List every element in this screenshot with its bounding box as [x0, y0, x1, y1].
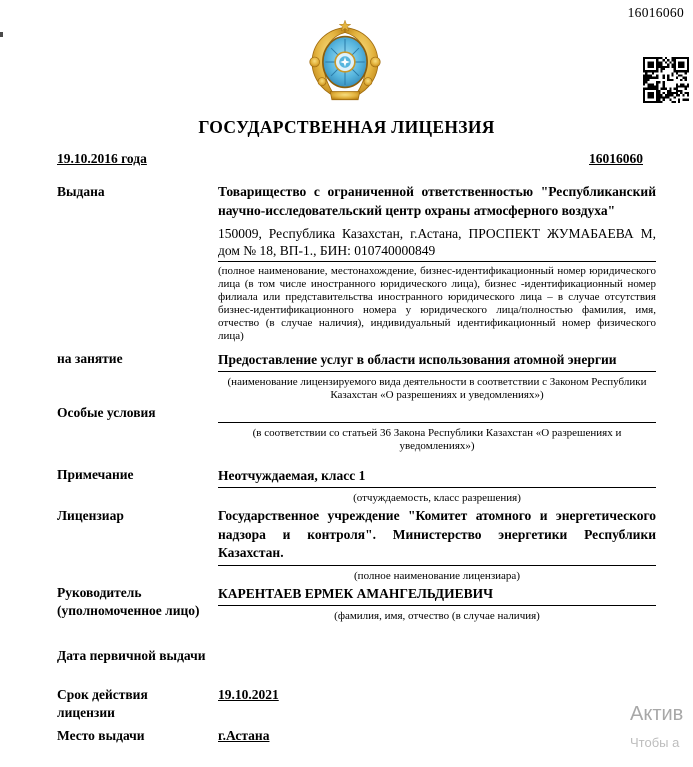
field-special-conditions-note: (в соответствии со статьей 36 Закона Республики Казахстан «О разрешениях и уведомлениях»)	[252, 427, 622, 452]
document-title: ГОСУДАРСТВЕННАЯ ЛИЦЕНЗИЯ	[198, 117, 495, 137]
field-head-label-line2: (уполномоченное лицо)	[57, 603, 200, 618]
watermark-line1: Актив	[630, 703, 684, 725]
field-issued-to-label: Выдана	[57, 184, 105, 199]
document-corner-number: 16016060	[627, 5, 684, 20]
remark-value: Неотчуждаемая, класс 1	[218, 466, 656, 488]
organization-name: Товарищество с ограниченной ответственностью "Республиканский научно-исследовательский центр охраны атмосферного воздуха"	[218, 184, 656, 218]
special-conditions-value	[218, 404, 656, 423]
field-first-issue-date-label: Дата первичной выдачи	[57, 648, 206, 663]
field-activity-note: (наименование лицензируемого вида деятельности в соответствии с Законом Республики Казахстан «О разрешениях и уведомлениях»)	[227, 376, 647, 401]
field-validity-label-line2: лицензии	[57, 705, 115, 720]
field-validity-label	[57, 686, 215, 722]
field-validity-label-line1: Срок действия	[57, 687, 148, 702]
scan-edge-artifact	[0, 32, 3, 37]
issue-date: 19.10.2016 года	[57, 151, 147, 166]
place-of-issue-value: г.Астана	[218, 728, 270, 743]
head-name-value: КАРЕНТАЕВ ЕРМЕК АМАНГЕЛЬДИЕВИЧ	[218, 584, 656, 606]
kazakhstan-coat-of-arms-icon	[304, 19, 386, 105]
field-licensor-note: (полное наименование лицензиара)	[354, 569, 520, 582]
field-head-label	[57, 584, 215, 620]
field-issued-to-note: (полное наименование, местонахождение, бизнес-идентификационный номер юридического лица (в том числе иностранного юридического лица), бизнес -идентификационный номер филиала или представительства иностранного юридического лица – в случае отсутствия бизнес-идентификационного номера у юридического лица/полностью фамилия, имя, отчество (в случае наличия), индивидуальный идентификационный номер физического лица)	[218, 265, 656, 342]
watermark-line2: Чтобы а	[630, 735, 680, 750]
windows-activation-watermark	[630, 703, 693, 750]
activity-value: Предоставление услуг в области использования атомной энергии	[218, 350, 656, 372]
field-remark-label: Примечание	[57, 467, 134, 482]
field-place-of-issue-label: Место выдачи	[57, 728, 145, 743]
field-head-label-line1: Руководитель	[57, 585, 142, 600]
field-activity-label: на занятие	[57, 351, 123, 366]
field-licensor-label: Лицензиар	[57, 508, 124, 523]
field-remark-note: (отчуждаемость, класс разрешения)	[353, 492, 521, 504]
field-special-conditions-label: Особые условия	[57, 405, 156, 420]
license-number: 16016060	[589, 151, 643, 166]
validity-date-value: 19.10.2021	[218, 687, 279, 702]
field-head-note: (фамилия, имя, отчество (в случае наличия)	[334, 610, 540, 622]
licensor-value: Государственное учреждение "Комитет атомного и энергетического надзора и контроля". Министерство энергетики Республики Казахстан.	[218, 507, 656, 566]
organization-address: 150009, Республика Казахстан, г.Астана, ПРОСПЕКТ ЖУМАБАЕВА М, дом № 18, ВП-1., БИН: 010740000849	[218, 226, 656, 262]
qr-code-icon	[643, 57, 689, 103]
